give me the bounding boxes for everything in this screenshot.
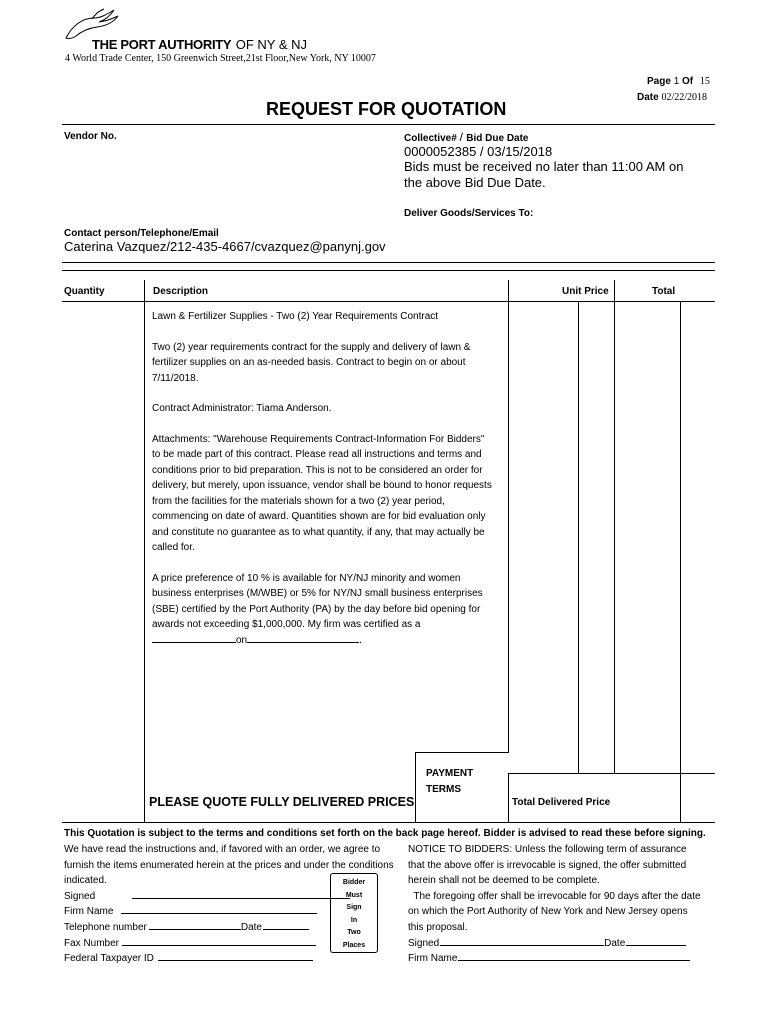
logo (62, 6, 322, 54)
desc-paragraph-3: Attachments: "Warehouse Requirements Contract-Information For Bidders" to be made part of this contract. Please read all instructions and terms and conditions prior to bid preparation. This is not to be considered an order for delivery, but merely, upon issuance, vendor shall be bound to honor requests from the facilities for the materials shown for a two (2) year period, commencing on date of award. Quantities shown are for bid evaluation only and constitute no guarantee as to what quantity, if any, that may actually be called for. (152, 433, 492, 553)
col-quantity-header: Quantity (64, 286, 105, 297)
bids-note-2: the above Bid Due Date. (404, 175, 546, 190)
desc-paragraph-4: A price preference of 10 % is available for NY/NJ minority and women business enterprises (M/WBE) or 5% for NY/NJ small business enterprises (SBE) certified by the Port Authority (PA) by the day before bid opening for awards not exceeding $1,000,000. My firm was certified as a (152, 572, 483, 630)
page-total: 15 (699, 76, 710, 87)
description-content (152, 309, 502, 648)
desc-paragraph-2: Contract Administrator: Tiama Anderson. (152, 403, 332, 414)
payment-terms-label: PAYMENT TERMS (426, 768, 474, 795)
col-description-header: Description (153, 286, 209, 297)
assurance-signed-field[interactable]: Signed Date (408, 936, 701, 952)
deliver-label: Deliver Goods/Services To: (404, 208, 534, 219)
certification-line: on . (152, 633, 502, 649)
desc-title: Lawn & Fertilizer Supplies - Two (2) Year Requirements Contract (152, 311, 439, 322)
page-title: REQUEST FOR QUOTATION (266, 99, 507, 119)
col-unit-price-header: Unit Price (562, 286, 609, 297)
logo-suffix: OF NY & NJ (235, 37, 308, 52)
bidder-sign-box: Bidder Must Sign In Two Places (330, 873, 378, 953)
telephone-field[interactable]: Telephone number Date (64, 920, 394, 936)
quote-note: PLEASE QUOTE FULLY DELIVERED PRICES (149, 795, 415, 809)
logo-name: THE PORT AUTHORITY (92, 37, 232, 52)
contact-label: Contact person/Telephone/Email (64, 228, 219, 239)
page-indicator: Page 1 Of 15 (647, 76, 710, 87)
total-delivered-price-label: Total Delivered Price (512, 797, 611, 808)
contact-value: Caterina Vazquez/212-435-4667/cvazquez@panynj.gov (64, 239, 386, 254)
bids-note-1: Bids must be received no later than 11:00 AM on (404, 159, 684, 174)
signed-field[interactable]: Signed (64, 889, 394, 905)
desc-paragraph-1: Two (2) year requirements contract for the supply and delivery of lawn & fertilizer supplies on an as-needed basis. Contract to begin on or about 7/11/2018. (152, 341, 471, 384)
notice-to-bidders: NOTICE TO BIDDERS: Unless the following term of assurance that the above offer is irrevocable is signed, the offer submitted herein shall not be deemed to be complete. The foregoing offer shall be irrevocable for 90 days after the date on which the Port Authority of New York and New Jersey opens this proposal. Signed Date Firm Name (408, 842, 701, 967)
collective-bid-due-label: Collective# / Bid Due Date (404, 130, 529, 144)
fax-field[interactable]: Fax Number (64, 936, 394, 952)
firm-name-field[interactable]: Firm Name (64, 904, 394, 920)
vendor-label: Vendor No. (64, 131, 117, 142)
document-date: Date 02/22/2018 (637, 92, 708, 103)
collective-value: 0000052385 / 03/15/2018 (404, 144, 553, 159)
address: 4 World Trade Center, 150 Greenwich Street,21st Floor,New York, NY 10007 (65, 53, 376, 64)
assurance-firm-name-field[interactable]: Firm Name (408, 951, 701, 967)
terms-note: This Quotation is subject to the terms and conditions set forth on the back page hereof. Bidder is advised to read these before signing. (64, 828, 706, 839)
page-number: 1 (673, 76, 680, 87)
bidder-agreement: We have read the instructions and, if favored with an order, we agree to furnish the items enumerated herein at the prices and under the conditions indicated. Signed Firm Name Telephone number Date Fax Number Federal Taxpayer ID (64, 842, 394, 967)
taxpayer-id-field[interactable]: Federal Taxpayer ID (64, 951, 394, 967)
col-total-header: Total (652, 286, 676, 297)
